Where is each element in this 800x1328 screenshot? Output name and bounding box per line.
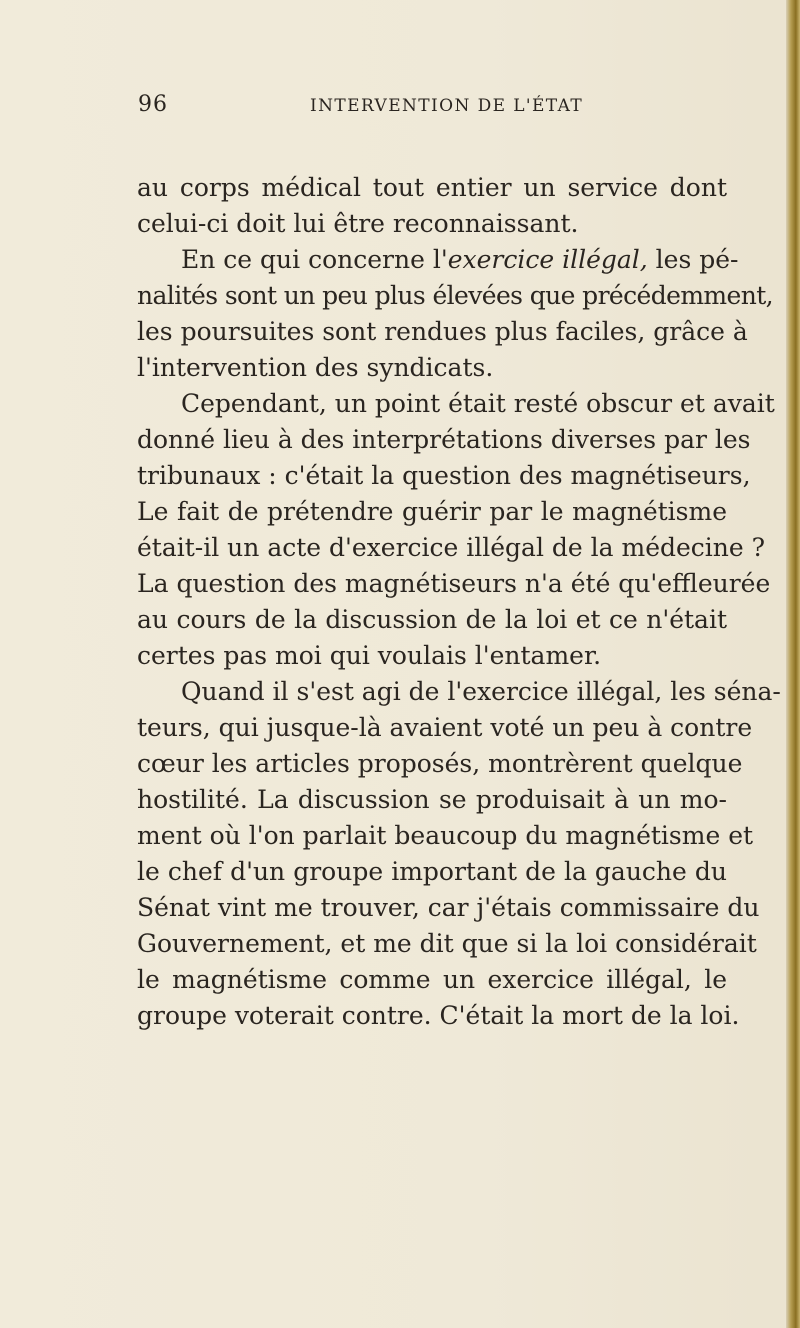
text-line: celui-ci doit lui être reconnaissant.: [137, 209, 579, 238]
text-line: Gouvernement, et me dit que si la loi considérait: [137, 929, 757, 958]
text-line: teurs, qui jusque-là avaient voté un peu à contre: [137, 713, 753, 742]
text-line: Le fait de prétendre guérir par le magnétisme: [137, 497, 727, 526]
text-line: Sénat vint me trouver, car j'étais commissaire du: [137, 893, 760, 922]
text-span: les pé-: [647, 245, 739, 274]
text-line: certes pas moi qui voulais l'entamer.: [137, 641, 602, 670]
page-edge: [786, 0, 800, 1328]
text-line: tribunaux : c'était la question des magnétiseurs,: [137, 461, 751, 490]
text-line: groupe voterait contre. C'était la mort de la loi.: [137, 1001, 740, 1030]
text-line: hostilité. La discussion se produisait à un mo-: [137, 785, 727, 814]
page-number: 96: [138, 92, 168, 117]
text-line: les poursuites sont rendues plus faciles, grâce à: [137, 317, 748, 346]
text-line: au corps médical tout entier un service dont: [137, 173, 727, 202]
italic-term: exercice illégal,: [447, 245, 648, 274]
text-line: nalités sont un peu plus élevées que précédemment,: [137, 281, 774, 310]
text-line: était-il un acte d'exercice illégal de la médecine ?: [137, 533, 766, 562]
text-span: En ce qui concerne l': [181, 245, 448, 274]
text-line: au cours de la discussion de la loi et ce n'était: [137, 605, 727, 634]
text-line: l'intervention des syndicats.: [137, 353, 494, 382]
text-line: Cependant, un point était resté obscur et avait: [181, 389, 775, 418]
text-line: cœur les articles proposés, montrèrent quelque: [137, 749, 743, 778]
text-line: Quand il s'est agi de l'exercice illégal, les séna-: [181, 677, 781, 706]
text-line: le magnétisme comme un exercice illégal, le: [137, 965, 727, 994]
text-line: La question des magnétiseurs n'a été qu'effleurée: [137, 569, 771, 598]
running-head: INTERVENTION DE L'ÉTAT: [310, 96, 584, 116]
text-line: le chef d'un groupe important de la gauche du: [137, 857, 727, 886]
page-header: [0, 92, 800, 132]
text-line: ment où l'on parlait beaucoup du magnétisme et: [137, 821, 754, 850]
text-line: donné lieu à des interprétations diverses par les: [137, 425, 751, 454]
text-line: [181, 242, 739, 278]
